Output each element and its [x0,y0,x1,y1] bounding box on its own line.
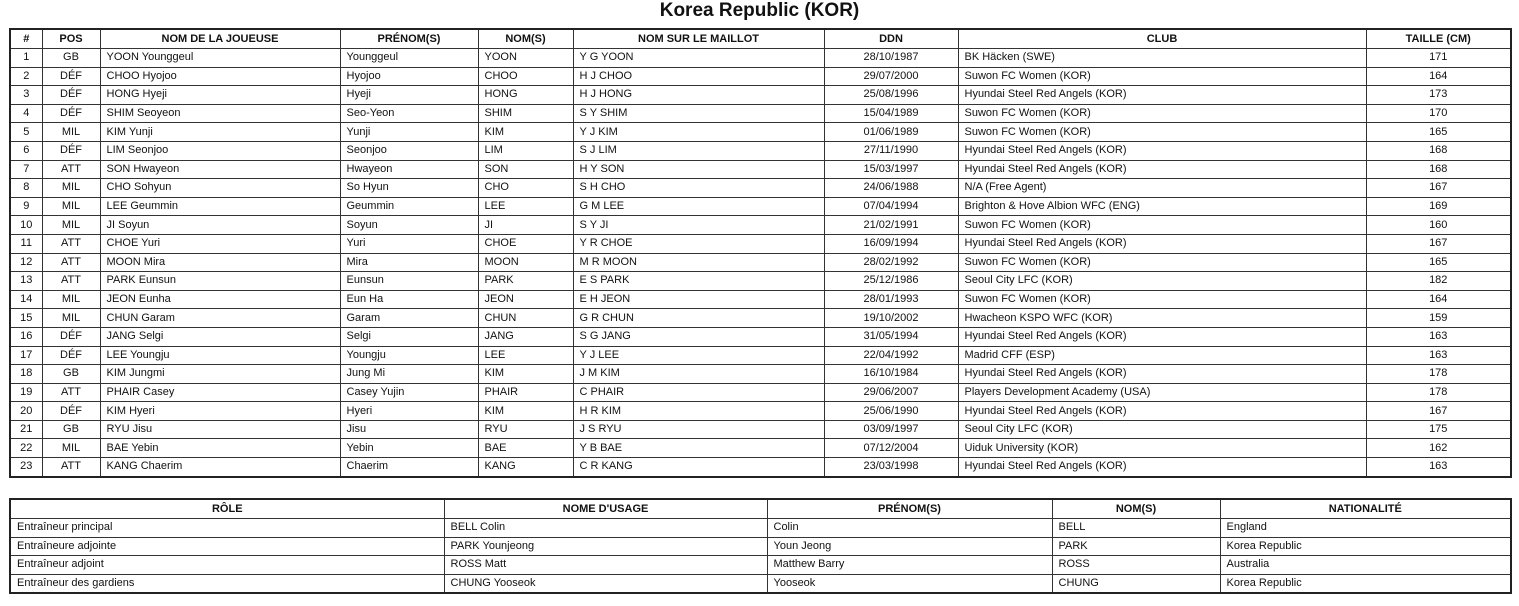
players-header-row [10,29,1511,49]
col-shirt-name-cell: S Y SHIM [573,104,824,123]
col-last-name-cell: KIM [478,123,573,142]
col-shirt-name-cell: Y J LEE [573,346,824,365]
col-number-cell: 15 [10,309,42,328]
col-last-name-cell: JI [478,216,573,235]
col-pos-cell: MIL [42,123,100,142]
col-first-name-cell: Mira [340,253,478,272]
col-last-name-cell: LEE [478,346,573,365]
col-height-cell: 173 [1366,86,1511,105]
col-pos-cell: ATT [42,383,100,402]
col-first-name-cell: Eunsun [340,272,478,291]
col-first-name-cell: Seo-Yeon [340,104,478,123]
col-number-cell: 13 [10,272,42,291]
table-row [10,86,1511,105]
col-last-name-cell: JEON [478,290,573,309]
col-club-cell: N/A (Free Agent) [958,179,1366,198]
col-number-cell: 18 [10,365,42,384]
col-dob-cell: 01/06/1989 [824,123,958,142]
col-club-cell: Seoul City LFC (KOR) [958,420,1366,439]
col-player-name-cell: LIM Seonjoo [100,141,340,160]
col-club-cell: Hyundai Steel Red Angels (KOR) [958,458,1366,477]
header-col-shirt-name: NOM SUR LE MAILLOT [573,29,824,49]
col-shirt-name-cell: J S RYU [573,420,824,439]
col-first-name-cell: So Hyun [340,179,478,198]
col-dob-cell: 16/10/1984 [824,365,958,384]
col-first-name-cell: Colin [767,519,1052,538]
table-row [10,327,1511,346]
col-club-cell: Hyundai Steel Red Angels (KOR) [958,327,1366,346]
col-club-cell: Seoul City LFC (KOR) [958,272,1366,291]
col-last-name-cell: ROSS [1052,556,1220,575]
col-number-cell: 2 [10,67,42,86]
table-row [10,216,1511,235]
col-club-cell: Hwacheon KSPO WFC (KOR) [958,309,1366,328]
col-number-cell: 22 [10,439,42,458]
col-last-name-cell: SHIM [478,104,573,123]
col-height-cell: 167 [1366,179,1511,198]
col-pos-cell: DÉF [42,67,100,86]
col-pos-cell: ATT [42,253,100,272]
page-title: Korea Republic (KOR) [659,0,860,21]
col-last-name-cell: MOON [478,253,573,272]
col-dob-cell: 07/12/2004 [824,439,958,458]
col-role-cell: Entraîneur des gardiens [10,574,444,593]
col-first-name-cell: Yuri [340,234,478,253]
col-dob-cell: 28/02/1992 [824,253,958,272]
table-row [10,141,1511,160]
col-dob-cell: 22/04/1992 [824,346,958,365]
col-number-cell: 16 [10,327,42,346]
table-row [10,67,1511,86]
col-last-name-cell: BELL [1052,519,1220,538]
col-last-name-cell: PARK [478,272,573,291]
col-last-name-cell: PARK [1052,537,1220,556]
col-dob-cell: 24/06/1988 [824,179,958,198]
col-first-name-cell: Hyeri [340,402,478,421]
col-club-cell: Hyundai Steel Red Angels (KOR) [958,365,1366,384]
col-pos-cell: MIL [42,290,100,309]
col-pos-cell: DÉF [42,327,100,346]
col-player-name-cell: LEE Geummin [100,197,340,216]
col-dob-cell: 31/05/1994 [824,327,958,346]
col-club-cell: Hyundai Steel Red Angels (KOR) [958,234,1366,253]
col-player-name-cell: KIM Yunji [100,123,340,142]
col-first-name-cell: Seonjoo [340,141,478,160]
col-dob-cell: 16/09/1994 [824,234,958,253]
table-row [10,537,1511,556]
col-height-cell: 168 [1366,141,1511,160]
header-col-usage-name: NOME D'USAGE [444,499,767,519]
players-table [9,28,1512,478]
table-row [10,179,1511,198]
col-first-name-cell: Jung Mi [340,365,478,384]
col-player-name-cell: SHIM Seoyeon [100,104,340,123]
col-dob-cell: 15/04/1989 [824,104,958,123]
col-number-cell: 14 [10,290,42,309]
col-dob-cell: 03/09/1997 [824,420,958,439]
col-shirt-name-cell: S J LIM [573,141,824,160]
col-usage-name-cell: BELL Colin [444,519,767,538]
col-dob-cell: 25/06/1990 [824,402,958,421]
table-row [10,309,1511,328]
col-club-cell: Suwon FC Women (KOR) [958,67,1366,86]
col-player-name-cell: KIM Jungmi [100,365,340,384]
col-dob-cell: 28/01/1993 [824,290,958,309]
col-height-cell: 170 [1366,104,1511,123]
col-role-cell: Entraîneure adjointe [10,537,444,556]
col-nationality-cell: Korea Republic [1220,574,1511,593]
col-nationality-cell: England [1220,519,1511,538]
col-last-name-cell: KIM [478,402,573,421]
col-player-name-cell: KIM Hyeri [100,402,340,421]
col-club-cell: Suwon FC Women (KOR) [958,123,1366,142]
col-usage-name-cell: PARK Younjeong [444,537,767,556]
col-club-cell: Uiduk University (KOR) [958,439,1366,458]
col-first-name-cell: Casey Yujin [340,383,478,402]
table-row [10,160,1511,179]
col-nationality-cell: Korea Republic [1220,537,1511,556]
col-height-cell: 162 [1366,439,1511,458]
col-pos-cell: MIL [42,179,100,198]
col-player-name-cell: BAE Yebin [100,439,340,458]
header-col-last-name: NOM(S) [1052,499,1220,519]
col-number-cell: 3 [10,86,42,105]
header-col-club: CLUB [958,29,1366,49]
col-last-name-cell: JANG [478,327,573,346]
col-height-cell: 171 [1366,49,1511,68]
col-dob-cell: 21/02/1991 [824,216,958,235]
col-pos-cell: DÉF [42,402,100,421]
col-dob-cell: 19/10/2002 [824,309,958,328]
table-row [10,383,1511,402]
col-last-name-cell: CHUN [478,309,573,328]
col-number-cell: 4 [10,104,42,123]
col-dob-cell: 25/12/1986 [824,272,958,291]
col-first-name-cell: Yunji [340,123,478,142]
header-col-number: # [10,29,42,49]
col-player-name-cell: KANG Chaerim [100,458,340,477]
staff-header-row [10,499,1511,519]
col-player-name-cell: SON Hwayeon [100,160,340,179]
col-shirt-name-cell: H J CHOO [573,67,824,86]
table-row [10,556,1511,575]
col-first-name-cell: Hwayeon [340,160,478,179]
col-first-name-cell: Youn Jeong [767,537,1052,556]
col-shirt-name-cell: S H CHO [573,179,824,198]
col-club-cell: Hyundai Steel Red Angels (KOR) [958,160,1366,179]
col-pos-cell: MIL [42,216,100,235]
table-row [10,420,1511,439]
col-shirt-name-cell: H Y SON [573,160,824,179]
col-club-cell: Hyundai Steel Red Angels (KOR) [958,402,1366,421]
col-last-name-cell: CHO [478,179,573,198]
col-height-cell: 175 [1366,420,1511,439]
table-row [10,272,1511,291]
col-height-cell: 164 [1366,67,1511,86]
col-last-name-cell: KANG [478,458,573,477]
staff-body [10,519,1511,594]
table-row [10,519,1511,538]
col-player-name-cell: JANG Selgi [100,327,340,346]
col-shirt-name-cell: G M LEE [573,197,824,216]
table-row [10,365,1511,384]
col-height-cell: 169 [1366,197,1511,216]
col-height-cell: 178 [1366,383,1511,402]
col-height-cell: 163 [1366,327,1511,346]
col-shirt-name-cell: H J HONG [573,86,824,105]
table-row [10,574,1511,593]
col-club-cell: Hyundai Steel Red Angels (KOR) [958,86,1366,105]
table-row [10,458,1511,477]
col-dob-cell: 28/10/1987 [824,49,958,68]
table-row [10,197,1511,216]
col-pos-cell: MIL [42,197,100,216]
col-player-name-cell: PHAIR Casey [100,383,340,402]
col-first-name-cell: Chaerim [340,458,478,477]
col-number-cell: 8 [10,179,42,198]
col-last-name-cell: PHAIR [478,383,573,402]
table-row [10,104,1511,123]
col-pos-cell: ATT [42,458,100,477]
col-first-name-cell: Eun Ha [340,290,478,309]
table-row [10,346,1511,365]
col-first-name-cell: Yebin [340,439,478,458]
col-pos-cell: GB [42,420,100,439]
col-pos-cell: DÉF [42,346,100,365]
col-club-cell: Suwon FC Women (KOR) [958,253,1366,272]
col-shirt-name-cell: H R KIM [573,402,824,421]
col-number-cell: 23 [10,458,42,477]
col-shirt-name-cell: M R MOON [573,253,824,272]
col-number-cell: 5 [10,123,42,142]
col-player-name-cell: PARK Eunsun [100,272,340,291]
col-shirt-name-cell: Y J KIM [573,123,824,142]
col-height-cell: 163 [1366,458,1511,477]
col-pos-cell: ATT [42,160,100,179]
col-number-cell: 1 [10,49,42,68]
col-shirt-name-cell: Y R CHOE [573,234,824,253]
col-pos-cell: MIL [42,309,100,328]
col-last-name-cell: BAE [478,439,573,458]
col-shirt-name-cell: S Y JI [573,216,824,235]
col-last-name-cell: CHUNG [1052,574,1220,593]
col-height-cell: 168 [1366,160,1511,179]
col-player-name-cell: JI Soyun [100,216,340,235]
col-shirt-name-cell: C PHAIR [573,383,824,402]
table-row [10,123,1511,142]
col-role-cell: Entraîneur adjoint [10,556,444,575]
col-first-name-cell: Hyeji [340,86,478,105]
col-dob-cell: 23/03/1998 [824,458,958,477]
col-club-cell: Players Development Academy (USA) [958,383,1366,402]
header-col-pos: POS [42,29,100,49]
col-last-name-cell: LIM [478,141,573,160]
col-height-cell: 163 [1366,346,1511,365]
col-first-name-cell: Hyojoo [340,67,478,86]
col-last-name-cell: RYU [478,420,573,439]
col-shirt-name-cell: J M KIM [573,365,824,384]
col-role-cell: Entraîneur principal [10,519,444,538]
col-shirt-name-cell: S G JANG [573,327,824,346]
col-pos-cell: DÉF [42,104,100,123]
header-col-first-name: PRÉNOM(S) [767,499,1052,519]
col-player-name-cell: HONG Hyeji [100,86,340,105]
header-col-last-name: NOM(S) [478,29,573,49]
col-number-cell: 6 [10,141,42,160]
col-pos-cell: GB [42,49,100,68]
header-col-first-name: PRÉNOM(S) [340,29,478,49]
col-usage-name-cell: CHUNG Yooseok [444,574,767,593]
col-player-name-cell: CHO Sohyun [100,179,340,198]
col-club-cell: Suwon FC Women (KOR) [958,216,1366,235]
col-height-cell: 160 [1366,216,1511,235]
col-height-cell: 167 [1366,402,1511,421]
table-row [10,49,1511,68]
col-first-name-cell: Selgi [340,327,478,346]
col-pos-cell: MIL [42,439,100,458]
col-height-cell: 165 [1366,253,1511,272]
col-last-name-cell: CHOE [478,234,573,253]
col-player-name-cell: RYU Jisu [100,420,340,439]
col-shirt-name-cell: C R KANG [573,458,824,477]
col-first-name-cell: Jisu [340,420,478,439]
col-last-name-cell: KIM [478,365,573,384]
col-first-name-cell: Matthew Barry [767,556,1052,575]
col-height-cell: 178 [1366,365,1511,384]
col-number-cell: 9 [10,197,42,216]
col-height-cell: 165 [1366,123,1511,142]
col-number-cell: 11 [10,234,42,253]
header-col-dob: DDN [824,29,958,49]
col-number-cell: 7 [10,160,42,179]
table-row [10,439,1511,458]
col-dob-cell: 27/11/1990 [824,141,958,160]
col-player-name-cell: YOON Younggeul [100,49,340,68]
col-dob-cell: 15/03/1997 [824,160,958,179]
col-pos-cell: DÉF [42,86,100,105]
col-shirt-name-cell: E H JEON [573,290,824,309]
col-number-cell: 21 [10,420,42,439]
col-pos-cell: ATT [42,272,100,291]
col-number-cell: 19 [10,383,42,402]
col-dob-cell: 29/07/2000 [824,67,958,86]
col-first-name-cell: Yooseok [767,574,1052,593]
col-number-cell: 10 [10,216,42,235]
col-player-name-cell: LEE Youngju [100,346,340,365]
col-club-cell: Madrid CFF (ESP) [958,346,1366,365]
header-col-player-name: NOM DE LA JOUEUSE [100,29,340,49]
col-club-cell: Hyundai Steel Red Angels (KOR) [958,141,1366,160]
table-row [10,234,1511,253]
col-club-cell: Suwon FC Women (KOR) [958,104,1366,123]
table-row [10,402,1511,421]
header-col-nationality: NATIONALITÉ [1220,499,1511,519]
col-player-name-cell: CHOO Hyojoo [100,67,340,86]
col-dob-cell: 29/06/2007 [824,383,958,402]
col-pos-cell: ATT [42,234,100,253]
col-first-name-cell: Younggeul [340,49,478,68]
col-last-name-cell: YOON [478,49,573,68]
col-last-name-cell: LEE [478,197,573,216]
col-shirt-name-cell: Y B BAE [573,439,824,458]
header-col-height: TAILLE (CM) [1366,29,1511,49]
col-club-cell: Brighton & Hove Albion WFC (ENG) [958,197,1366,216]
col-number-cell: 17 [10,346,42,365]
col-shirt-name-cell: Y G YOON [573,49,824,68]
col-player-name-cell: CHOE Yuri [100,234,340,253]
col-last-name-cell: CHOO [478,67,573,86]
players-body [10,49,1511,477]
col-dob-cell: 25/08/1996 [824,86,958,105]
col-last-name-cell: HONG [478,86,573,105]
col-player-name-cell: JEON Eunha [100,290,340,309]
col-height-cell: 167 [1366,234,1511,253]
table-row [10,290,1511,309]
col-last-name-cell: SON [478,160,573,179]
col-usage-name-cell: ROSS Matt [444,556,767,575]
table-row [10,253,1511,272]
col-height-cell: 164 [1366,290,1511,309]
col-number-cell: 12 [10,253,42,272]
col-pos-cell: DÉF [42,141,100,160]
col-nationality-cell: Australia [1220,556,1511,575]
col-height-cell: 182 [1366,272,1511,291]
col-pos-cell: GB [42,365,100,384]
col-first-name-cell: Geummin [340,197,478,216]
header-col-role: RÔLE [10,499,444,519]
col-player-name-cell: MOON Mira [100,253,340,272]
col-first-name-cell: Soyun [340,216,478,235]
col-player-name-cell: CHUN Garam [100,309,340,328]
col-club-cell: BK Häcken (SWE) [958,49,1366,68]
col-shirt-name-cell: E S PARK [573,272,824,291]
col-first-name-cell: Garam [340,309,478,328]
col-number-cell: 20 [10,402,42,421]
col-club-cell: Suwon FC Women (KOR) [958,290,1366,309]
staff-table [9,498,1512,594]
col-dob-cell: 07/04/1994 [824,197,958,216]
col-shirt-name-cell: G R CHUN [573,309,824,328]
col-first-name-cell: Youngju [340,346,478,365]
col-height-cell: 159 [1366,309,1511,328]
